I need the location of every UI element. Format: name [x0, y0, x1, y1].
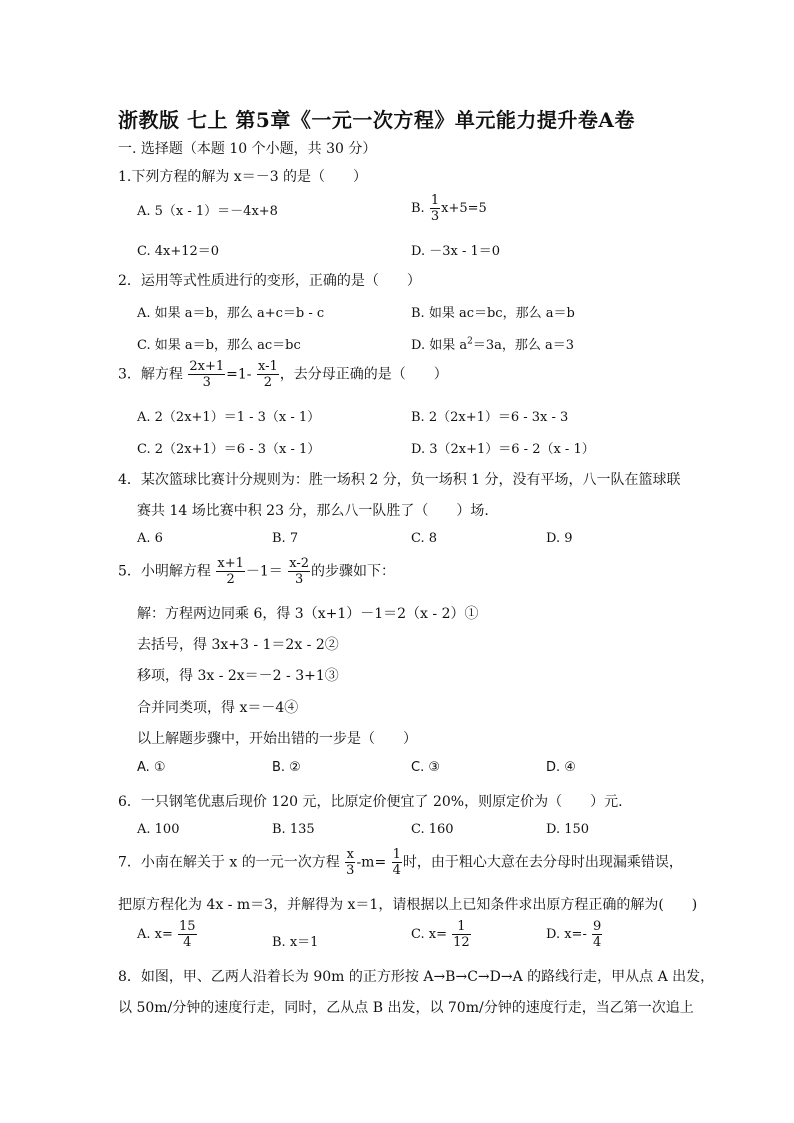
fraction-denominator: 4 [392, 863, 401, 878]
question-4-line-2: 赛共 14 场比赛中积 23 分，那么八一队胜了（ ）场. [137, 503, 489, 519]
document-title: 浙教版 七上 第5章《一元一次方程》单元能力提升卷A卷 [118, 108, 635, 132]
question-6-stem: 6．一只钢笔优惠后现价 120 元，比原定价便宜了 20%，则原定价为（ ）元. [118, 794, 623, 810]
fraction-denominator: 3 [346, 863, 355, 878]
q5-option-a: A. ① [137, 760, 166, 775]
q5-fraction-2 [288, 557, 310, 586]
q5-step-2: 去括号，得 3x+3 - 1＝2x - 2② [137, 637, 339, 653]
question-5-stem [118, 557, 395, 586]
q7-fraction-2 [392, 848, 402, 877]
q5-stem-suffix: 的步骤如下： [311, 563, 396, 580]
fraction-denominator: 4 [183, 935, 192, 950]
q3-stem-prefix: 3．解方程 [118, 366, 183, 383]
question-1-stem: 1.下列方程的解为 x＝－3 的是（ ） [118, 169, 368, 185]
q2-option-d-rest: ＝3a，那么 a＝3 [472, 338, 575, 353]
q7-option-a-fraction [178, 920, 197, 949]
fraction-numerator: 2x+1 [189, 359, 225, 374]
q5-option-d: D. ④ [546, 760, 576, 775]
fraction-numerator: x [346, 847, 354, 862]
q7-stem-mid: -m= [356, 854, 387, 871]
q5-stem-prefix: 5．小明解方程 [118, 563, 211, 580]
q6-option-a: A. 100 [137, 822, 180, 837]
fraction-denominator: 3 [202, 375, 211, 390]
fraction-denominator: 3 [430, 209, 440, 224]
q2-option-b: B. 如果 ac＝bc，那么 a＝b [411, 306, 575, 321]
q2-option-d-prefix: D. 如果 a [411, 338, 468, 353]
q2-option-c: C. 如果 a＝b，那么 ac＝bc [137, 338, 301, 353]
q3-stem-mid: =1- [226, 366, 252, 383]
q7-option-c-prefix: C. x= [411, 927, 447, 942]
q5-step-1: 解：方程两边同乘 6，得 3（x+1）－1＝2（x - 2）① [137, 606, 479, 622]
fraction-numerator: x-1 [257, 359, 278, 374]
q1-option-b-label: B. [411, 201, 425, 216]
q3-stem-suffix: ，去分母正确的是（ ） [279, 366, 448, 383]
question-8-line-1: 8．如图，甲、乙两人沿着长为 90m 的正方形按 A→B→C→D→A 的路线行走，甲从点 A 出发， [118, 969, 715, 985]
question-3-stem [118, 360, 448, 389]
q3-fraction-2 [257, 360, 279, 389]
q7-option-d [546, 920, 603, 949]
question-8-line-2: 以 50m/分钟的速度行走，同时，乙从点 B 出发，以 70m/分钟的速度行走，当乙第一次追上 [118, 1000, 694, 1016]
fraction-numerator: x-2 [289, 556, 310, 571]
q2-option-a: A. 如果 a＝b，那么 a+c＝b - c [137, 306, 325, 321]
section-heading: 一. 选择题（本题 10 个小题，共 30 分） [118, 141, 377, 157]
q3-fraction-1 [188, 360, 225, 389]
q7-option-d-fraction [592, 920, 602, 949]
q1-option-d: D. －3x - 1＝0 [411, 244, 501, 259]
fraction-numerator: 1 [392, 847, 401, 862]
q1-option-c: C. 4x+12＝0 [137, 244, 220, 259]
fraction-numerator: x+1 [217, 556, 244, 571]
question-7-stem [118, 848, 683, 877]
q3-option-d: D. 3（2x+1）＝6 - 2（x - 1） [411, 442, 595, 457]
q5-stem-mid: －1＝ [245, 563, 283, 580]
q6-option-d: D. 150 [546, 822, 590, 837]
q4-option-a: A. 6 [137, 531, 163, 546]
fraction-numerator: 15 [179, 919, 196, 934]
q6-option-b: B. 135 [272, 822, 315, 837]
q7-option-c-fraction [452, 920, 471, 949]
fraction-numerator: 1 [452, 920, 471, 935]
q5-question: 以上解题步骤中，开始出错的一步是（ ） [137, 731, 417, 747]
q3-option-a: A. 2（2x+1）＝1 - 3（x - 1） [137, 410, 321, 425]
q4-option-b: B. 7 [272, 531, 299, 546]
fraction-numerator: 9 [592, 919, 602, 934]
q1-option-b-fraction [430, 194, 440, 223]
fraction-denominator: 12 [453, 935, 470, 950]
q7-option-b: B. x＝1 [272, 935, 319, 950]
q5-option-b: B. ② [272, 760, 301, 775]
fraction-denominator: 4 [592, 935, 602, 950]
q7-stem-prefix: 7．小南在解关于 x 的一元一次方程 [118, 854, 340, 871]
q7-stem-suffix: 时，由于粗心大意在去分母时出现漏乘错误， [402, 854, 683, 871]
question-4-line-1: 4．某次篮球比赛计分规则为：胜一场积 2 分，负一场积 1 分，没有平场，八一队在篮球联 [118, 472, 681, 488]
q5-fraction-1 [216, 557, 245, 586]
fraction-denominator: 3 [295, 572, 304, 587]
q3-option-b: B. 2（2x+1）＝6 - 3x - 3 [411, 410, 569, 425]
q7-option-c [411, 920, 472, 949]
q6-option-c: C. 160 [411, 822, 454, 837]
fraction-denominator: 2 [226, 572, 235, 587]
q4-option-c: C. 8 [411, 531, 438, 546]
q7-option-d-prefix: D. x=- [546, 927, 587, 942]
q7-option-a-prefix: A. x= [137, 927, 173, 942]
q5-step-3: 移项，得 3x - 2x＝－2 - 3+1③ [137, 668, 339, 684]
superscript: 2 [467, 336, 473, 347]
q2-option-d [411, 334, 574, 353]
q1-option-b [411, 194, 487, 223]
q5-option-c: C. ③ [411, 760, 440, 775]
q3-option-c: C. 2（2x+1）＝6 - 3（x - 1） [137, 442, 321, 457]
fraction-numerator: 1 [430, 193, 440, 208]
q7-fraction-1 [345, 848, 355, 877]
q1-option-b-rest: x+5=5 [441, 201, 487, 216]
question-2-stem: 2．运用等式性质进行的变形，正确的是（ ） [118, 273, 421, 289]
q5-step-4: 合并同类项，得 x＝－4④ [137, 700, 299, 716]
q4-option-d: D. 9 [546, 531, 573, 546]
question-7-line-2: 把原方程化为 4x - m＝3，并解得为 x＝1，请根据以上已知条件求出原方程正确的解为( ) [118, 897, 698, 913]
q1-option-a: A. 5（x - 1）＝－4x+8 [137, 204, 278, 219]
fraction-denominator: 2 [263, 375, 273, 390]
q7-option-a [137, 920, 198, 949]
